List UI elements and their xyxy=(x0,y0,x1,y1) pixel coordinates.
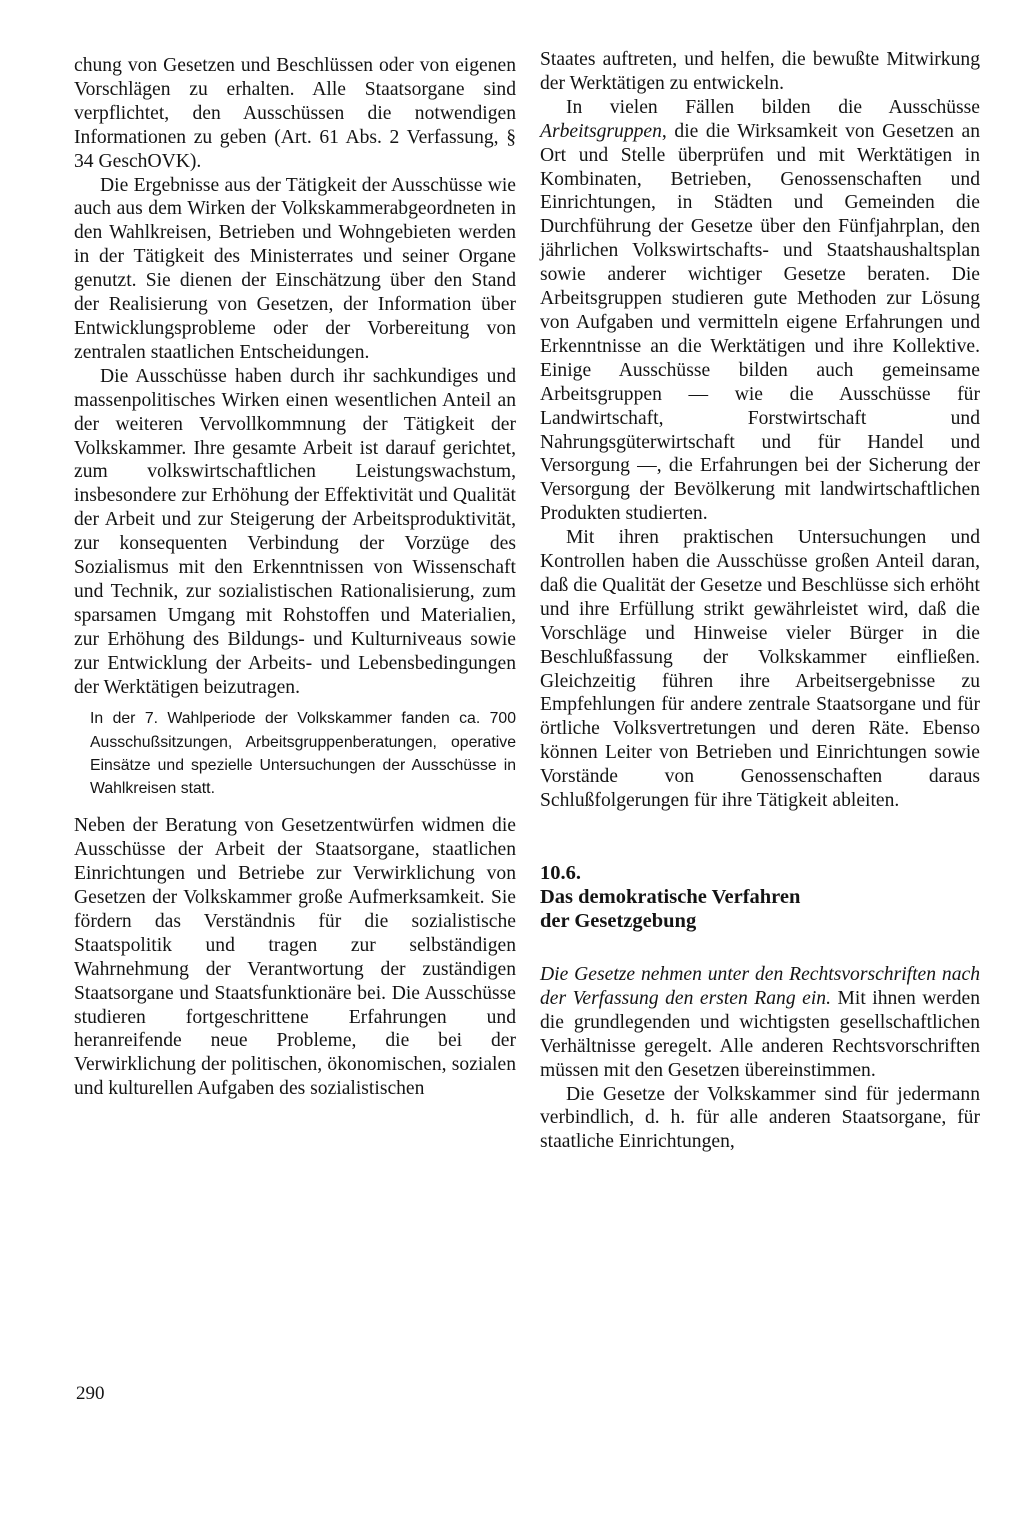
section-heading xyxy=(540,861,980,933)
paragraph-text: Mit ihnen werden die grundlegenden und wichtigsten gesellschaftlichen Verhältnisse geregelt. Alle anderen Rechtsvorschriften müssen mit den Gesetzen übereinstimmen. xyxy=(540,987,981,1081)
paragraph: chung von Gesetzen und Beschlüssen oder von eigenen Vorschlägen zu erhalten. Alle Staatsorgane sind verpflichtet, den Ausschüssen die notwendigen Informationen zu geben (Art. 61 Abs. 2 Verfassung, § 34 GeschOVK). xyxy=(74,55,516,172)
paragraph: Die Gesetze der Volkskammer sind für jedermann verbindlich, d. h. für alle anderen Staatsorgane, für staatliche Einrichtungen, xyxy=(540,1083,980,1153)
left-column xyxy=(74,54,516,1101)
paragraph: Die Ausschüsse haben durch ihr sachkundiges und massenpolitisches Wirken einen wesentlichen Anteil an der weiteren Vervollkommnung der Tätigkeit der Volkskammer. Ihre gesamte Arbeit ist darauf gerichtet, zum volkswirtschaftlichen Leistungswachstum, insbesondere zur Erhöhung der Effektivität und Qualität der Arbeit und zur Steigerung der Arbeitsproduktivität, zur konsequenten Verbindung der Vorzüge des Sozialismus mit den Erkenntnissen von Wissenschaft und Technik, zur sozialistischen Rationalisierung, zum sparsamen Umgang mit Rohstoffen und Materialien, zur Erhöhung des Bildungs- und Kulturniveaus sowie zur Entwicklung der Arbeits- und Lebensbedingungen der Werktätigen beizutragen. xyxy=(74,365,516,698)
paragraph xyxy=(540,96,980,526)
paragraph-text: In vielen Fällen bilden die Ausschüsse xyxy=(566,96,980,118)
section-title-line: der Gesetzgebung xyxy=(540,910,697,932)
section-title-line: Das demokratische Verfahren xyxy=(540,886,801,908)
paragraph-text: , die die Wirksamkeit von Gesetzen an Ort und Stelle überprüfen und mit Werktätigen in Kombinaten, Betrieben, Genossenschaften und Einrichtungen, in Städten und Gemeinden die Durchführung der Gesetze über den Fünfjahrplan, den jährlichen Volkswirtschafts- und Staatshaushaltsplan sowie anderer wichtiger Gesetze beraten. Die Arbeitsgruppen studieren gute Methoden zur Lösung von Aufgaben und vermitteln eigene Erfahrungen und Erkenntnisse an die Werktätigen und ihre Kollektive. Einige Ausschüsse bilden auch gemeinsame Arbeitsgruppen — wie die Ausschüsse für Landwirtschaft, Forstwirtschaft und Nahrungsgüterwirtschaft und für Handel und Versorgung —, die Erfahrungen bei der Sicherung der Versorgung der Bevölkerung mit landwirtschaftlichen Produkten studierten. xyxy=(540,120,980,525)
paragraph xyxy=(540,963,980,1083)
paragraph: Die Ergebnisse aus der Tätigkeit der Ausschüsse wie auch aus dem Wirken der Volkskammerabgeordneten in den Wahlkreisen, Betrieben und Wohngebieten werden in der Tätigkeit des Ministerrates und seiner Organe genutzt. Sie dienen der Einschätzung über den Stand der Realisierung von Gesetzen, der Information über Entwicklungsprobleme oder der Vorbereitung von zentralen staatlichen Entscheidungen. xyxy=(74,174,516,363)
section-number: 10.6. xyxy=(540,862,581,884)
paragraph: Neben der Beratung von Gesetzentwürfen widmen die Ausschüsse der Arbeit der Staatsorgane, staatlichen Einrichtungen und Betriebe zur Verwirklichung von Gesetzen der Volkskammer große Aufmerksamkeit. Sie fördern das Verständnis für die sozialistische Staatspolitik und tragen zur selbständigen Wahrnehmung der Verantwortung der zuständigen Staatsorgane und Staatsfunktionäre bei. Die Ausschüsse studieren fortgeschrittene Erfahrungen und heranreifende neue Probleme, die bei der Verwirklichung der politischen, ökonomischen, sozialen und kulturellen Aufgaben des sozialistischen xyxy=(74,815,516,1100)
emphasis-text: Die Gesetze nehmen unter den Rechtsvorschriften nach der Verfassung den ersten Rang ein. xyxy=(540,964,980,1009)
note-block: In der 7. Wahlperiode der Volkskammer fanden ca. 700 Ausschußsitzungen, Arbeitsgruppenberatungen, operative Einsätze und spezielle Untersuchungen der Ausschüsse in Wahlkreisen statt. xyxy=(90,710,516,798)
right-column xyxy=(540,48,980,1154)
page-number: 290 xyxy=(76,1383,105,1404)
paragraph: Staates auftreten, und helfen, die bewußte Mitwirkung der Werktätigen zu entwickeln. xyxy=(540,49,980,94)
paragraph: Mit ihren praktischen Untersuchungen und Kontrollen haben die Ausschüsse großen Anteil daran, daß die Qualität der Gesetze und Beschlüsse sich erhöht und ihre Erfüllung strikt gewährleistet wird, daß die Vorschläge und Hinweise vieler Bürger in die Beschlußfassung der Volkskammer einfließen. Gleichzeitig führen ihre Arbeitsergebnisse zu Empfehlungen für andere zentrale Staatsorgane und für örtliche Volksvertretungen und deren Räte. Ebenso können Leiter von Betrieben und Einrichtungen sowie Vorstände von Genossenschaften daraus Schlußfolgerungen für ihre Tätigkeit ableiten. xyxy=(540,527,980,812)
emphasis-text: Arbeitsgruppen xyxy=(540,120,662,142)
